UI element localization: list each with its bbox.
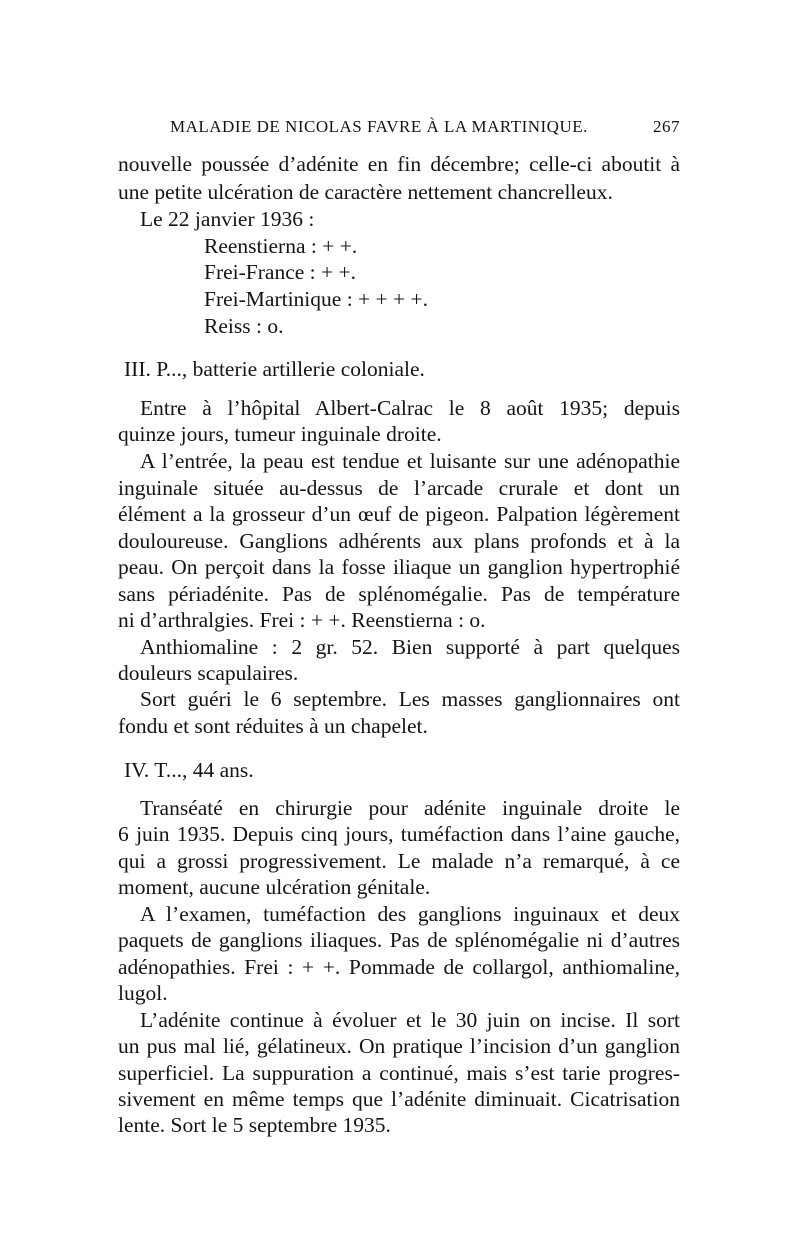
text-line: sans périadénite. Pas de splénomégalie. Pas de température <box>118 582 680 606</box>
text-line: lugol. <box>118 981 168 1005</box>
text-line: sivement en même temps que l’adénite diminuait. Cicatrisation <box>118 1087 680 1111</box>
text-line: élément a la grosseur d’un œuf de pigeon. Palpation légèrement <box>118 502 680 526</box>
text-line: ni d’arthralgies. Frei : + +. Reenstierna : o. <box>118 608 486 632</box>
results-date: Le 22 janvier 1936 : <box>140 207 315 231</box>
text-line: Anthiomaline : 2 gr. 52. Bien supporté à part quelques <box>140 635 680 659</box>
text-line: inguinale située au-dessus de l’arcade crurale et dont un <box>118 476 680 500</box>
result-reenstierna: Reenstierna : + +. <box>204 234 358 258</box>
text-line: qui a grossi progressivement. Le malade n’a remarqué, à ce <box>118 849 680 873</box>
text-line: L’adénite continue à évoluer et le 30 juin on incise. Il sort <box>140 1008 680 1032</box>
text-line: un pus mal lié, gélatineux. On pratique l’incision d’un ganglion <box>118 1034 680 1058</box>
text-line: paquets de ganglions iliaques. Pas de splénomégalie ni d’autres <box>118 928 680 952</box>
text-line: A l’examen, tuméfaction des ganglions inguinaux et deux <box>140 902 680 926</box>
text-line: fondu et sont réduites à un chapelet. <box>118 714 428 738</box>
text-line: superficiel. La suppuration a continué, mais s’est tarie progres- <box>118 1061 680 1085</box>
text-line: A l’entrée, la peau est tendue et luisante sur une adénopathie <box>140 449 680 473</box>
text-line: lente. Sort le 5 septembre 1935. <box>118 1113 391 1137</box>
text-line: peau. On perçoit dans la fosse iliaque un ganglion hypertrophié <box>118 555 680 579</box>
text-line: moment, aucune ulcération génitale. <box>118 875 431 899</box>
text-line: 6 juin 1935. Depuis cinq jours, tuméfaction dans l’aine gauche, <box>118 822 680 846</box>
case-heading-iii: III. P..., batterie artillerie coloniale. <box>124 357 425 381</box>
text-line: Entre à l’hôpital Albert-Calrac le 8 août 1935; depuis <box>140 396 680 420</box>
result-frei-martinique: Frei-Martinique : + + + +. <box>204 287 429 311</box>
running-title: MALADIE DE NICOLAS FAVRE À LA MARTINIQUE. <box>170 117 588 136</box>
text-line: Sort guéri le 6 septembre. Les masses ganglionnaires ont <box>140 687 680 711</box>
text-line: une petite ulcération de caractère nettement chancrelleux. <box>118 180 613 204</box>
result-reiss: Reiss : o. <box>204 314 284 338</box>
result-frei-france: Frei-France : + +. <box>204 260 357 284</box>
text-line: Transéaté en chirurgie pour adénite inguinale droite le <box>140 796 680 820</box>
text-line: douloureuse. Ganglions adhérents aux plans profonds et à la <box>118 529 680 553</box>
text-line: adénopathies. Frei : + +. Pommade de collargol, anthiomaline, <box>118 955 680 979</box>
text-line: nouvelle poussée d’adénite en fin décembre; celle-ci aboutit à <box>118 152 680 176</box>
page-number: 267 <box>653 117 680 136</box>
text-line: quinze jours, tumeur inguinale droite. <box>118 422 442 446</box>
case-heading-iv: IV. T..., 44 ans. <box>124 758 254 782</box>
text-line: douleurs scapulaires. <box>118 661 299 685</box>
